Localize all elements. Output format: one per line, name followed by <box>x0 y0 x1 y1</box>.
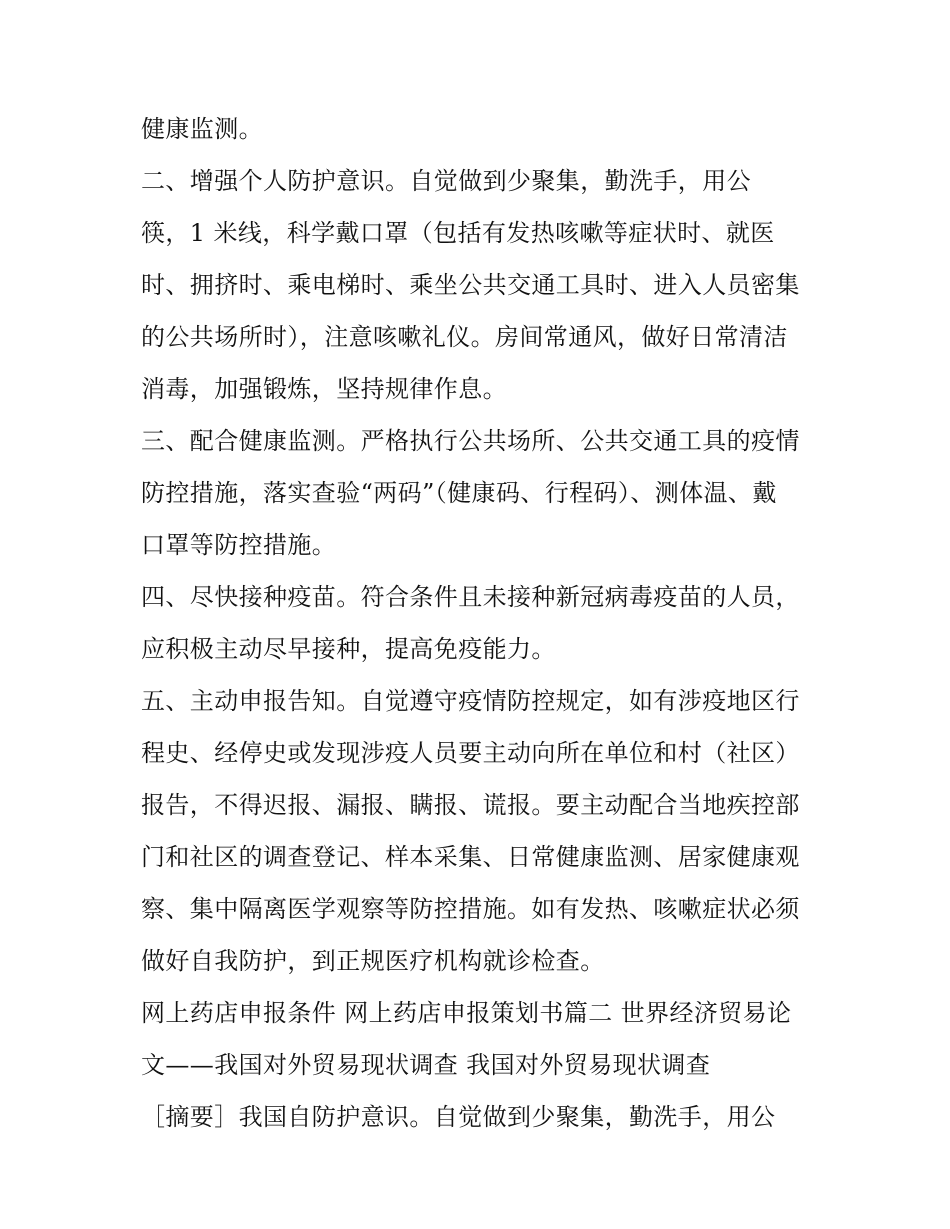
text-line: 二、增强个人防护意识。自觉做到少聚集，勤洗手，用公 <box>141 167 751 195</box>
text-line: 三、配合健康监测。严格执行公共场所、公共交通工具的疫情 <box>141 427 800 455</box>
text-line: 网上药店申报条件 网上药店申报策划书篇二 世界经济贸易论 <box>141 999 792 1027</box>
text-line: 口罩等防控措施。 <box>141 531 337 559</box>
text-line: 的公共场所时），注意咳嗽礼仪。房间常通风，做好日常清洁 <box>141 323 788 351</box>
text-line: 察、集中隔离医学观察等防控措施。如有发热、咳嗽症状必须 <box>141 895 800 923</box>
text-line: 做好自我防护，到正规医疗机构就诊检查。 <box>141 947 605 975</box>
text-line: 五、主动申报告知。自觉遵守疫情防控规定，如有涉疫地区行 <box>141 687 800 715</box>
text-line: 应积极主动尽早接种，提高免疫能力。 <box>141 635 556 663</box>
text-line: 时、拥挤时、乘电梯时、乘坐公共交通工具时、进入人员密集 <box>141 271 800 299</box>
text-line: 报告，不得迟报、漏报、瞒报、谎报。要主动配合当地疾控部 <box>141 791 800 819</box>
text-line: 防控措施，落实查验“两码”（健康码、行程码）、测体温、戴 <box>141 479 777 507</box>
text-line: 筷，1 米线，科学戴口罩（包括有发热咳嗽等症状时、就医 <box>141 219 775 247</box>
text-line: 门和社区的调查登记、样本采集、日常健康监测、居家健康观 <box>141 843 800 871</box>
text-line: ［摘要］我国自防护意识。自觉做到少聚集，勤洗手，用公 <box>141 1103 776 1131</box>
text-line: 健康监测。 <box>141 115 263 143</box>
text-line: 四、尽快接种疫苗。符合条件且未接种新冠病毒疫苗的人员， <box>141 583 800 611</box>
text-line: 消毒，加强锻炼，坚持规律作息。 <box>141 375 507 403</box>
text-line: 程史、经停史或发现涉疫人员要主动向所在单位和村（社区） <box>141 739 800 767</box>
text-line: 文——我国对外贸易现状调查 我国对外贸易现状调查 <box>141 1051 711 1079</box>
